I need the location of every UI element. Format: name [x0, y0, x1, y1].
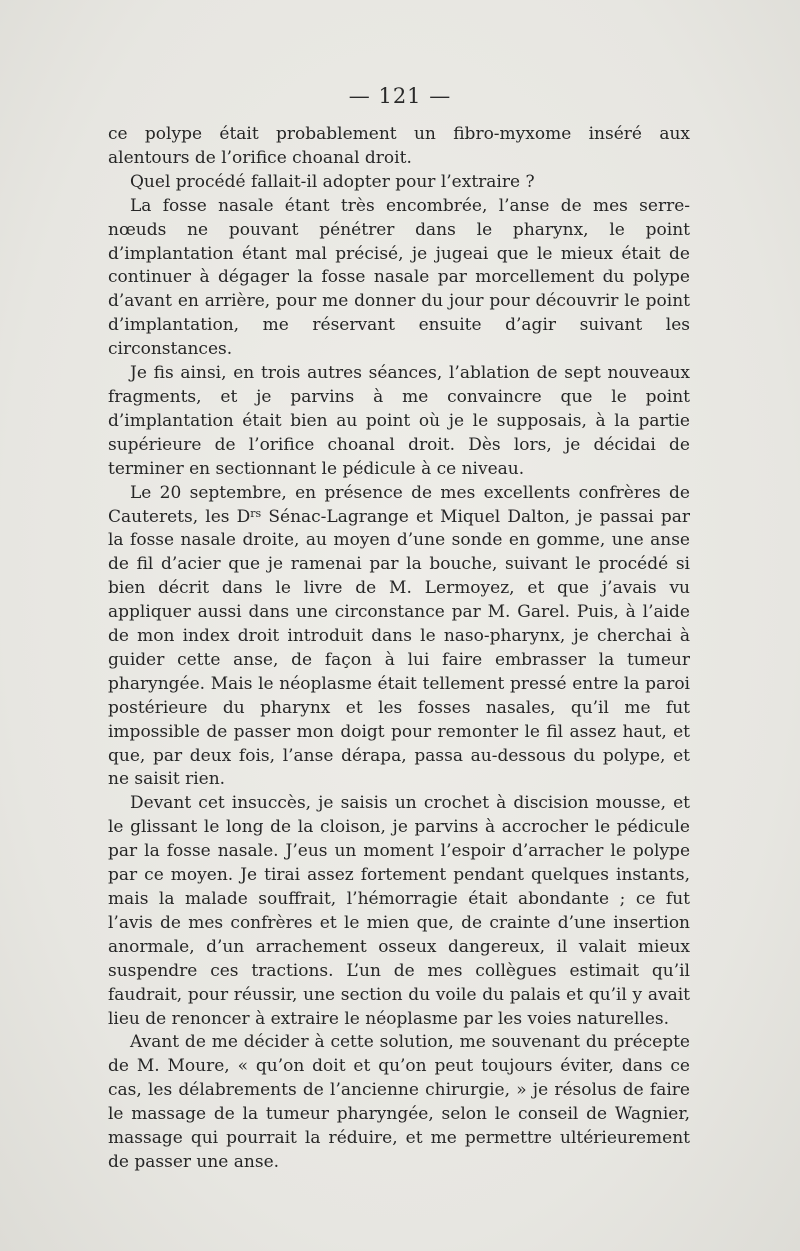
body-text [108, 123, 690, 1175]
paragraph-7: Avant de me décider à cette solution, me souvenant du précepte de M. Moure, « qu’on doit et qu’on peut toujours éviter, dans ce cas, les délabrements de l’ancienne chirurgie, » je résolus de faire le massage de la tumeur pharyngée, selon le conseil de Wagnier, massage qui pourrait la réduire, et me permettre ultérieurement de passer une anse. [108, 1032, 690, 1172]
paragraph-6: Devant cet insuccès, je saisis un crochet à discision mousse, et le glissant le long de la cloison, je parvins à accrocher le pédicule par la fosse nasale. J’eus un moment l’espoir d’arracher le polype par ce moyen. Je tirai assez fortement pendant quelques instants, mais la malade souffrait, l’hémorragie était abondante ; ce fut l’avis de mes confrères et le mien que, de crainte d’une insertion anormale, d’un arrachement osseux dangereux, il valait mieux suspendre ces tractions. L’un de mes collègues estimait qu’il faudrait, pour réussir, une section du voile du palais et qu’il y avait lieu de renoncer à extraire le néoplasme par les voies naturelles. [108, 793, 690, 1029]
doctors-superscript: rs [250, 506, 262, 520]
page-number: — 121 — [348, 84, 452, 108]
paragraph-1: ce polype était probablement un fibro-myxome inséré aux alentours de l’orifice choanal droit. [108, 124, 690, 168]
paragraph-4: Je fis ainsi, en trois autres séances, l’ablation de sept nouveaux fragments, et je parvins à me convaincre que le point d’implantation était bien au point où je le supposais, à la partie supérieure de l’orifice choanal droit. Dès lors, je décidai de terminer en sectionnant le pédicule à ce niveau. [108, 363, 690, 479]
paragraph-5 [108, 482, 690, 793]
paragraph-5-start: Le 20 septembre, en présence de mes excellents confrères de Cauterets, les D [108, 482, 690, 527]
paragraph-2: Quel procédé fallait-il adopter pour l’extraire ? [130, 171, 535, 192]
paragraph-3: La fosse nasale étant très encombrée, l’anse de mes serre-nœuds ne pouvant pénétrer dans le pharynx, le point d’implantation étant mal précisé, je jugeai que le mieux était de continuer à dégager la fosse nasale par morcellement du polype d’avant en arrière, pour me donner du jour pour découvrir le point d’implantation, me réservant ensuite d’agir suivant les circonstances. [108, 195, 690, 360]
paragraph-5-rest: Sénac-Lagrange et Miquel Dalton, je passai par la fosse nasale droite, au moyen d’une sonde en gomme, une anse de fil d’acier que je ramenai par la bouche, suivant le procédé si bien décrit dans le livre de M. Lermoyez, et que j’avais vu appliquer aussi dans une circonstance par M. Garel. Puis, à l’aide de mon index droit introduit dans le naso-pharynx, je cherchai à guider cette anse, de façon à lui faire embrasser la tumeur pharyngée. Mais le néoplasme était tellement pressé entre la paroi postérieure du pharynx et les fosses nasales, qu’il me fut impossible de passer mon doigt pour remonter le fil assez haut, et que, par deux fois, l’anse dérapa, passa au-dessous du polype, et ne saisit rien. [108, 506, 690, 790]
